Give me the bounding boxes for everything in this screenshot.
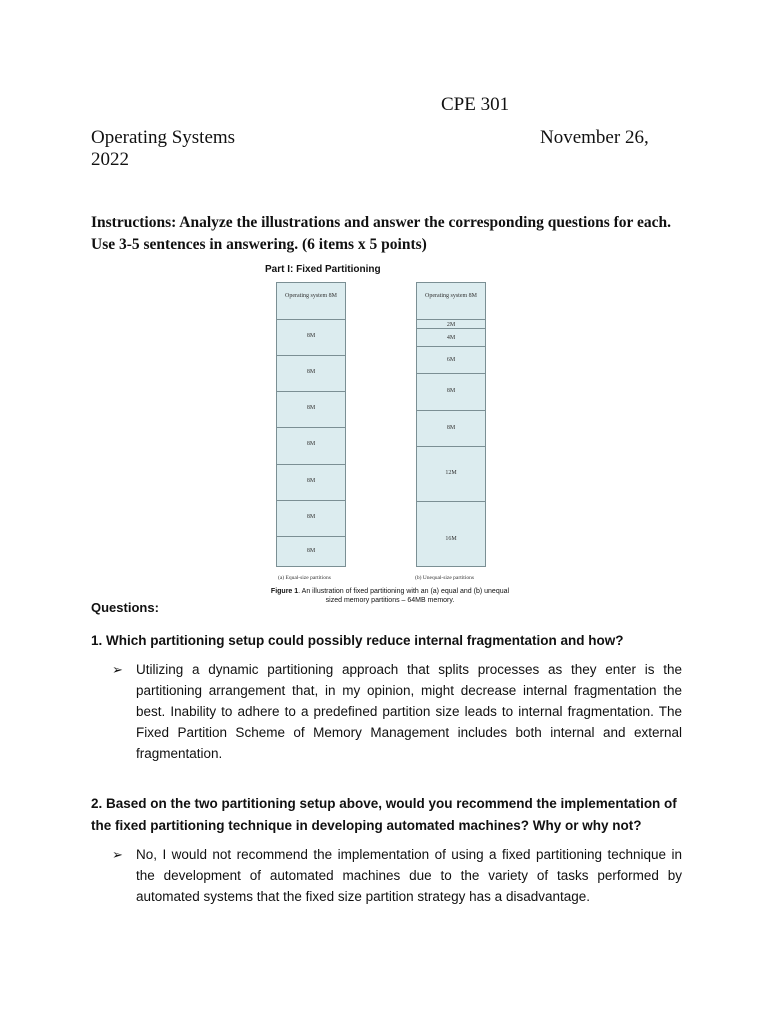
partition: 16M [445,536,457,542]
caption-equal: (a) Equal-size partitions [278,575,331,581]
partition: 8M [306,548,316,554]
question-1: 1. Which partitioning setup could possibly reduce internal fragmentation and how? [91,633,624,648]
partition: 2M [417,320,485,329]
caption-unequal: (b) Unequal-size partitions [415,575,474,581]
arrow-bullet-icon: ➢ [112,847,123,862]
answer-1-text: Utilizing a dynamic partitioning approach that splits processes as they enter is the partitioning arrangement that, in my opinion, might decrease internal fragmentation the best. Inability to adhere to a predefined partition size leads to internal fragmentation. The Fixed Partition Scheme of Memory Management includes both internal and external fragmentation. [136,662,682,761]
partition: 8M [277,465,345,501]
date-line-1: November 26, [540,127,649,148]
partition-os: Operating system 8M [417,283,485,320]
partition: 8M [277,392,345,428]
questions-heading: Questions: [91,600,159,615]
partition: 8M [277,320,345,356]
figure-caption-text: . An illustration of fixed partitioning with an (a) equal and (b) unequal sized memory partitions – 64MB memory. [298,588,510,604]
partition: 8M [277,356,345,392]
arrow-bullet-icon: ➢ [112,662,123,677]
partition: 6M [417,347,485,374]
figure-caption [270,587,510,605]
figure-fixed-partitioning [258,262,518,612]
answer-2 [112,844,682,907]
unequal-partition-column [416,282,486,567]
partition-os: Operating system 8M [277,283,345,320]
answer-1 [112,659,682,764]
partition: 4M [417,329,485,347]
subject-title: Operating Systems [91,127,236,148]
equal-partition-column [276,282,346,567]
partition: 8M [277,428,345,465]
question-2: 2. Based on the two partitioning setup above, would you recommend the implementation of the fixed partitioning technique in developing automated machines? Why or why not? [91,796,677,833]
figure-caption-label: Figure 1 [270,588,299,595]
answer-2-text: No, I would not recommend the implementation of using a fixed partitioning technique in the development of automated machines due to the variety of tasks performed by automated systems that the fixed size partition strategy has a disadvantage. [136,847,682,904]
partition: 8M [417,374,485,411]
partition: 8M [417,411,485,447]
figure-title: Part I: Fixed Partitioning [265,264,381,275]
partition: 8M [277,501,345,537]
instructions: Instructions: Analyze the illustrations and answer the corresponding questions for each. Use 3-5 sentences in answering. (6 items x 5 points) [91,214,672,253]
date-line-2: 2022 [91,149,129,170]
course-code: CPE 301 [441,94,510,115]
partition: 12M [417,447,485,502]
